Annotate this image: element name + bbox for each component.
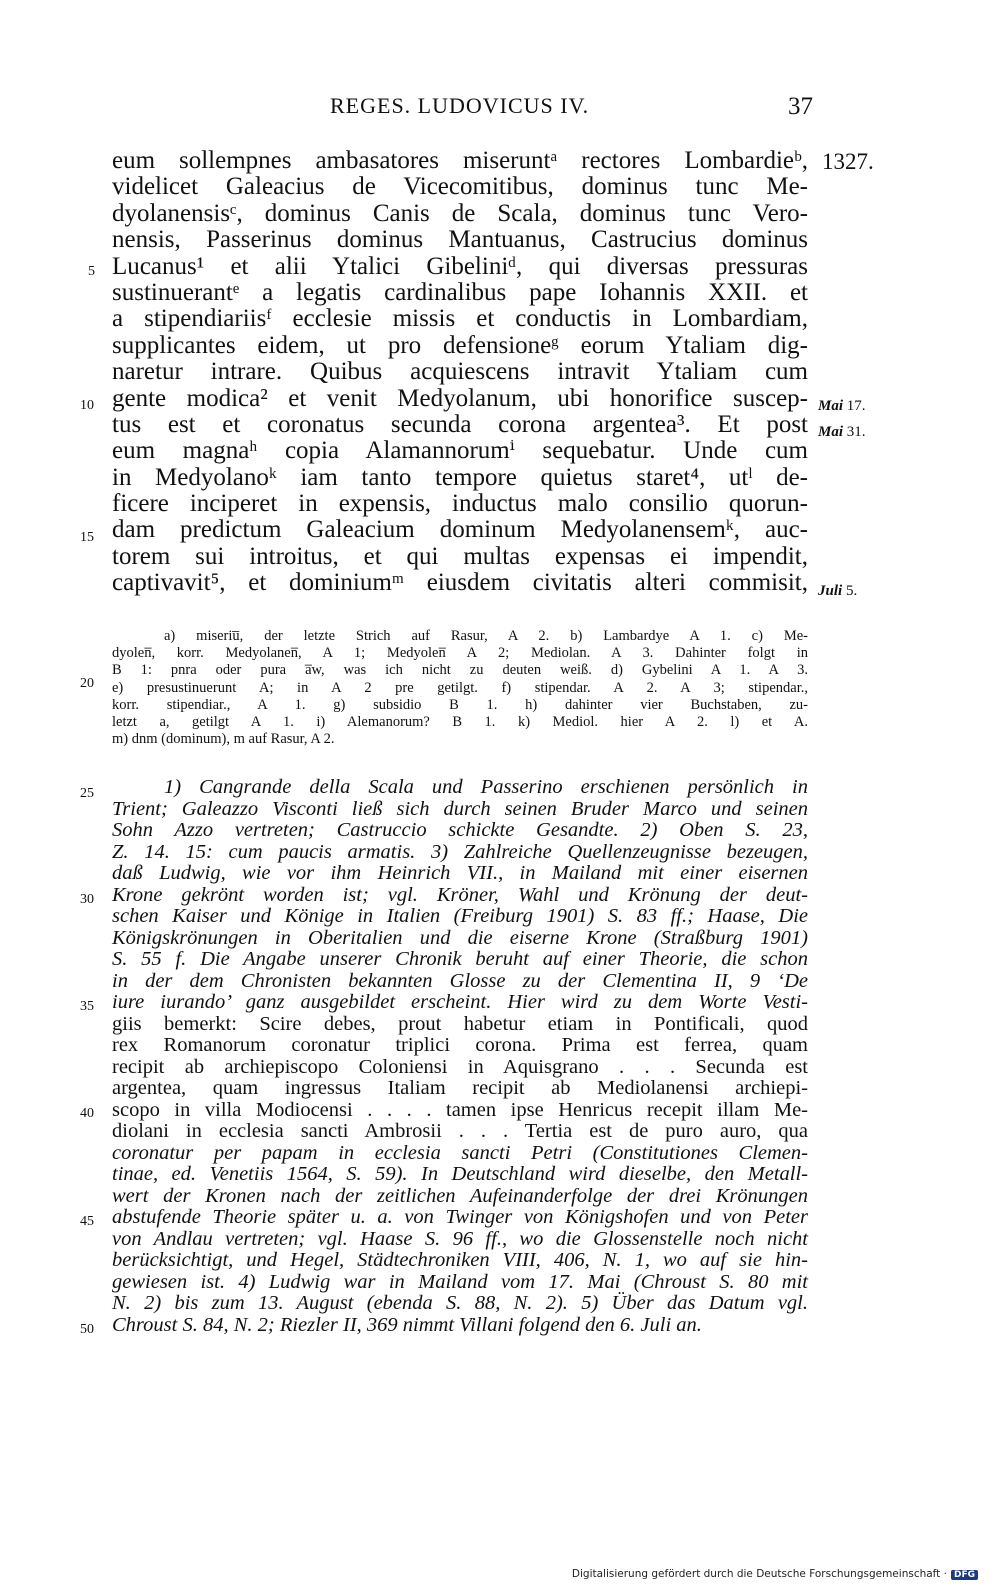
footnote-line: schen Kaiser und Könige in Italien (Freiburg 1901) S. 83 ff.; Haase, Die [112, 905, 808, 927]
text-line: a stipendiariisᶠ ecclesie missis et conductis in Lombardiam, [112, 305, 808, 333]
apparatus-line: e) presustinuerunt A; in A 2 pre getilgt. f) stipendar. A 2. A 3; stipendar., [112, 679, 808, 696]
footnote-line: argentea, quam ingressus Italiam recipit ab Mediolanensi archiepi- [112, 1077, 808, 1099]
text-line: tus est et coronatus secunda corona argentea³. Et post [112, 410, 808, 438]
footnote-line: Sohn Azzo vertreten; Castruccio schickte Gesandte. 2) Oben S. 23, [112, 819, 808, 841]
footnote-line: iure iurando’ ganz ausgebildet erscheint. Hier wird zu dem Worte Vesti- [112, 991, 808, 1013]
text-line: captivavit⁵, et dominiumᵐ eiusdem civitatis alteri commisit, [112, 569, 808, 597]
running-title: REGES. LUDOVICUS IV. [330, 93, 590, 118]
margin-month: Mai [818, 424, 844, 440]
text-line: dyolanensisᶜ, dominus Canis de Scala, dominus tunc Vero- [112, 199, 808, 227]
apparatus-line: dyolen̅, korr. Medyolanen̅, A 1; Medyolen̅ A 2; Mediolan. A 3. Dahinter folgt in [112, 645, 808, 662]
text-line: supplicantes eidem, ut pro defensioneᵍ eorum Ytaliam dig- [112, 331, 808, 359]
text-line: dam predictum Galeacium dominum Medyolanensemᵏ, auc- [112, 516, 808, 544]
apparatus-line: korr. stipendiar., A 1. g) subsidio B 1. h) dahinter vier Buchstaben, zu- [112, 696, 808, 713]
text-line: ficere inciperet in expensis, inductus malo consilio quorun- [112, 490, 808, 518]
apparatus-line: letzt a, getilgt A 1. i) Alemanorum? B 1. k) Mediol. hier A 2. l) et A. [112, 713, 808, 730]
digitization-credit [572, 1568, 978, 1580]
line-number: 20 [80, 676, 94, 691]
page-header [0, 93, 1000, 127]
margin-date [818, 398, 866, 415]
footnote-line: in der dem Chronisten bekannten Glosse zu der Clementina II, 9 ‘De [112, 969, 808, 992]
footnote-line: Chroust S. 84, N. 2; Riezler II, 369 nimmt Villani folgend den 6. Juli an. [112, 1313, 702, 1336]
footnote-line: 1) Cangrande della Scala und Passerino erschienen persönlich in [164, 776, 808, 798]
margin-date [818, 424, 866, 441]
text-line: eum sollempnes ambasatores miseruntᵃ rectores Lombardieᵇ, [112, 147, 808, 174]
margin-date [818, 583, 857, 600]
footnote-line: von Andlau vertreten; vgl. Haase S. 96 ff., wo die Glossenstelle noch nicht [112, 1227, 808, 1250]
text-line: nensis, Passerinus dominus Mantuanus, Castrucius dominus [112, 226, 808, 254]
text-line: Lucanus¹ et alii Ytalici Gibeliniᵈ, qui diversas pressuras [112, 252, 808, 280]
footnote-line: wert der Kronen nach der zeitlichen Aufeinanderfolge der drei Krönungen [112, 1184, 808, 1207]
line-number: 5 [88, 264, 95, 279]
footnotes [112, 777, 808, 1336]
footnote-line: N. 2) bis zum 13. August (ebenda S. 88, N. 2). 5) Über das Datum vgl. [112, 1292, 808, 1314]
footnote-line: S. 55 f. Die Angabe unserer Chronik beruht auf einer Theorie, die schon [112, 948, 808, 970]
footnote-line: abstufende Theorie später u. a. von Twinger von Königshofen und von Peter [112, 1206, 808, 1228]
apparatus-line: m) dnm (dominum), m auf Rasur, A 2. [112, 731, 335, 748]
page-number: 37 [788, 93, 813, 120]
footnote-line: gewiesen ist. 4) Ludwig war in Mailand vom 17. Mai (Chroust S. 80 mit [112, 1270, 808, 1293]
footnote-line: recipit ab archiepiscopo Coloniensi in Aquisgrano . . . Secunda est [112, 1055, 808, 1078]
margin-month: Mai [818, 398, 844, 414]
footnote-line: rex Romanorum coronatur triplici corona. Prima est ferrea, quam [112, 1034, 808, 1056]
footnote-line: scopo in villa Modiocensi . . . . tamen ipse Henricus recepit illam Me- [112, 1098, 808, 1121]
footnote-line: Königskrönungen in Oberitalien und die eiserne Krone (Straßburg 1901) [112, 926, 808, 949]
apparatus-line: B 1: pnra oder pura a̅w, was ich nicht zu deuten weiß. d) Gybelini A 1. A 3. [112, 662, 808, 679]
footnote-line: giis bemerkt: Scire debes, prout habetur etiam in Pontificali, quod [112, 1012, 808, 1035]
text-line: torem sui introitus, et qui multas expensas ei impendit, [112, 542, 808, 570]
line-number: 30 [80, 892, 94, 907]
line-number: 45 [80, 1214, 94, 1229]
critical-apparatus [112, 628, 808, 748]
line-number: 25 [80, 786, 94, 801]
main-text [112, 148, 808, 597]
text-line: in Medyolanoᵏ iam tanto tempore quietus staret⁴, utˡ de- [112, 463, 808, 491]
margin-day: 17. [846, 398, 866, 414]
margin-month: Juli [818, 583, 843, 599]
text-line: videlicet Galeacius de Vicecomitibus, dominus tunc Me- [112, 173, 808, 201]
line-number: 35 [80, 999, 94, 1014]
footnote-line: tinae, ed. Venetiis 1564, S. 59). In Deutschland wird dieselbe, den Metall- [112, 1163, 808, 1185]
dfg-logo: DFG [951, 1570, 978, 1580]
footnote-line: Trient; Galeazzo Visconti ließ sich durch seinen Bruder Marco und seinen [112, 797, 808, 820]
text-line: gente modica² et venit Medyolanum, ubi honorifice suscep- [112, 384, 808, 412]
footnote-line: Krone gekrönt worden ist; vgl. Kröner, Wahl und Krönung der deut- [112, 883, 808, 906]
line-number: 15 [80, 530, 94, 545]
text-line: eum magnaʰ copia Alamannorumⁱ sequebatur. Unde cum [112, 437, 808, 465]
line-number: 10 [80, 398, 94, 413]
line-number: 40 [80, 1106, 94, 1121]
text-line: naretur intrare. Quibus acquiescens intravit Ytaliam cum [112, 358, 808, 386]
footnote-line: berücksichtigt, und Hegel, Städtechroniken VIII, 406, N. 1, wo auf sie hin- [112, 1249, 808, 1271]
credit-text: Digitalisierung gefördert durch die Deutsche Forschungsgemeinschaft · [571, 1568, 947, 1580]
footnote-line: daß Ludwig, wie vor ihm Heinrich VII., in Mailand mit einer eisernen [112, 862, 808, 884]
footnote-line: coronatur per papam in ecclesia sancti Petri (Constitutiones Clemen- [112, 1141, 808, 1164]
margin-day: 5. [845, 583, 858, 599]
margin-day: 31. [846, 424, 866, 440]
text-line: sustinuerantᵉ a legatis cardinalibus pape Iohannis XXII. et [112, 278, 808, 306]
footnote-line: Z. 14. 15: cum paucis armatis. 3) Zahlreiche Quellenzeugnisse bezeugen, [112, 840, 808, 863]
margin-year: 1327. [822, 149, 874, 174]
line-number: 50 [80, 1322, 94, 1337]
apparatus-line: a) miseriu̅, der letzte Strich auf Rasur, A 2. b) Lambardye A 1. c) Me- [164, 628, 808, 644]
footnote-line: diolani in ecclesia sancti Ambrosii . . . Tertia est de puro auro, qua [112, 1120, 808, 1142]
